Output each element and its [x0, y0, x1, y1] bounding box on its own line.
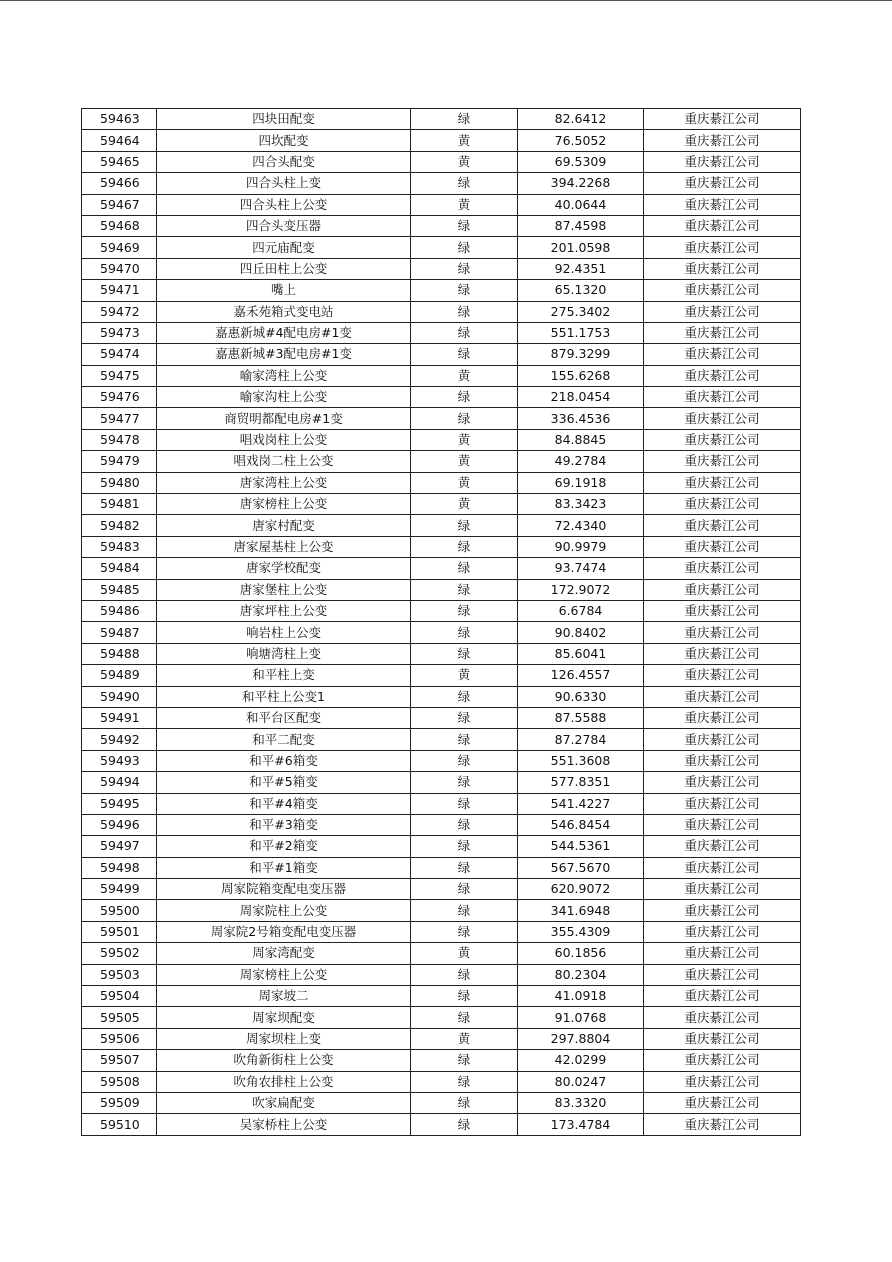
row-id-cell: 59473 [82, 322, 157, 343]
company-cell: 重庆綦江公司 [644, 1092, 801, 1113]
row-id-cell: 59491 [82, 707, 157, 728]
page-top-border [0, 0, 892, 1]
company-cell: 重庆綦江公司 [644, 215, 801, 236]
status-color-cell: 绿 [411, 750, 518, 771]
table-row [82, 814, 801, 835]
company-cell: 重庆綦江公司 [644, 173, 801, 194]
value-cell: 90.8402 [518, 622, 644, 643]
status-color-cell: 绿 [411, 600, 518, 621]
transformer-name-cell: 四块田配变 [157, 109, 411, 130]
status-color-cell: 绿 [411, 836, 518, 857]
status-color-cell: 绿 [411, 1007, 518, 1028]
transformer-name-cell: 四合头配变 [157, 151, 411, 172]
table-row [82, 943, 801, 964]
value-cell: 173.4784 [518, 1114, 644, 1135]
table-row [82, 1071, 801, 1092]
status-color-cell: 绿 [411, 109, 518, 130]
status-color-cell: 绿 [411, 686, 518, 707]
row-id-cell: 59507 [82, 1050, 157, 1071]
value-cell: 49.2784 [518, 451, 644, 472]
company-cell: 重庆綦江公司 [644, 1007, 801, 1028]
company-cell: 重庆綦江公司 [644, 258, 801, 279]
transformer-name-cell: 喻家湾柱上公变 [157, 365, 411, 386]
value-cell: 83.3423 [518, 494, 644, 515]
value-cell: 6.6784 [518, 600, 644, 621]
status-color-cell: 绿 [411, 986, 518, 1007]
company-cell: 重庆綦江公司 [644, 494, 801, 515]
transformer-name-cell: 唱戏岗柱上公变 [157, 429, 411, 450]
table-row [82, 130, 801, 151]
company-cell: 重庆綦江公司 [644, 622, 801, 643]
transformer-name-cell: 周家坡二 [157, 986, 411, 1007]
table-row [82, 707, 801, 728]
transformer-name-cell: 吹角农排柱上公变 [157, 1071, 411, 1092]
value-cell: 84.8845 [518, 429, 644, 450]
table-row [82, 387, 801, 408]
status-color-cell: 绿 [411, 408, 518, 429]
row-id-cell: 59493 [82, 750, 157, 771]
status-color-cell: 绿 [411, 301, 518, 322]
status-color-cell: 绿 [411, 964, 518, 985]
status-color-cell: 绿 [411, 900, 518, 921]
company-cell: 重庆綦江公司 [644, 151, 801, 172]
company-cell: 重庆綦江公司 [644, 109, 801, 130]
value-cell: 172.9072 [518, 579, 644, 600]
transformer-name-cell: 和平#3箱变 [157, 814, 411, 835]
value-cell: 355.4309 [518, 921, 644, 942]
transformer-name-cell: 唐家湾柱上公变 [157, 472, 411, 493]
transformer-name-cell: 和平#2箱变 [157, 836, 411, 857]
value-cell: 80.0247 [518, 1071, 644, 1092]
company-cell: 重庆綦江公司 [644, 515, 801, 536]
transformer-name-cell: 四合头柱上变 [157, 173, 411, 194]
table-row [82, 515, 801, 536]
transformer-name-cell: 四丘田柱上公变 [157, 258, 411, 279]
company-cell: 重庆綦江公司 [644, 686, 801, 707]
table-row [82, 365, 801, 386]
row-id-cell: 59472 [82, 301, 157, 322]
company-cell: 重庆綦江公司 [644, 750, 801, 771]
table-body [82, 109, 801, 1136]
transformer-name-cell: 商贸明都配电房#1变 [157, 408, 411, 429]
value-cell: 577.8351 [518, 772, 644, 793]
table-row [82, 451, 801, 472]
row-id-cell: 59500 [82, 900, 157, 921]
row-id-cell: 59502 [82, 943, 157, 964]
company-cell: 重庆綦江公司 [644, 365, 801, 386]
company-cell: 重庆綦江公司 [644, 130, 801, 151]
row-id-cell: 59470 [82, 258, 157, 279]
company-cell: 重庆綦江公司 [644, 879, 801, 900]
row-id-cell: 59474 [82, 344, 157, 365]
row-id-cell: 59471 [82, 280, 157, 301]
value-cell: 297.8804 [518, 1028, 644, 1049]
table-row [82, 600, 801, 621]
transformer-name-cell: 四合头变压器 [157, 215, 411, 236]
value-cell: 218.0454 [518, 387, 644, 408]
status-color-cell: 绿 [411, 643, 518, 664]
table-row [82, 194, 801, 215]
company-cell: 重庆綦江公司 [644, 1114, 801, 1135]
status-color-cell: 绿 [411, 173, 518, 194]
status-color-cell: 绿 [411, 879, 518, 900]
value-cell: 879.3299 [518, 344, 644, 365]
transformer-name-cell: 周家坝柱上变 [157, 1028, 411, 1049]
value-cell: 201.0598 [518, 237, 644, 258]
company-cell: 重庆綦江公司 [644, 301, 801, 322]
status-color-cell: 绿 [411, 515, 518, 536]
table-row [82, 1007, 801, 1028]
table-row [82, 986, 801, 1007]
transformer-name-cell: 响塘湾柱上变 [157, 643, 411, 664]
transformer-name-cell: 四元庙配变 [157, 237, 411, 258]
company-cell: 重庆綦江公司 [644, 793, 801, 814]
status-color-cell: 绿 [411, 622, 518, 643]
transformer-name-cell: 和平柱上公变1 [157, 686, 411, 707]
row-id-cell: 59497 [82, 836, 157, 857]
value-cell: 551.1753 [518, 322, 644, 343]
status-color-cell: 绿 [411, 1050, 518, 1071]
status-color-cell: 绿 [411, 1092, 518, 1113]
status-color-cell: 绿 [411, 729, 518, 750]
value-cell: 76.5052 [518, 130, 644, 151]
table-row [82, 494, 801, 515]
table-row [82, 322, 801, 343]
table-row [82, 921, 801, 942]
transformer-name-cell: 吹家扁配变 [157, 1092, 411, 1113]
status-color-cell: 黄 [411, 429, 518, 450]
transformer-name-cell: 唐家屋基柱上公变 [157, 536, 411, 557]
row-id-cell: 59480 [82, 472, 157, 493]
table-row [82, 857, 801, 878]
table-row [82, 237, 801, 258]
status-color-cell: 黄 [411, 494, 518, 515]
table-row [82, 772, 801, 793]
status-color-cell: 黄 [411, 943, 518, 964]
company-cell: 重庆綦江公司 [644, 194, 801, 215]
status-color-cell: 绿 [411, 280, 518, 301]
company-cell: 重庆綦江公司 [644, 344, 801, 365]
row-id-cell: 59490 [82, 686, 157, 707]
table-row [82, 579, 801, 600]
status-color-cell: 绿 [411, 772, 518, 793]
company-cell: 重庆綦江公司 [644, 836, 801, 857]
value-cell: 541.4227 [518, 793, 644, 814]
table-row [82, 964, 801, 985]
value-cell: 65.1320 [518, 280, 644, 301]
value-cell: 92.4351 [518, 258, 644, 279]
transformer-name-cell: 和平#1箱变 [157, 857, 411, 878]
value-cell: 87.4598 [518, 215, 644, 236]
transformer-name-cell: 唐家坪柱上公变 [157, 600, 411, 621]
transformer-name-cell: 周家坝配变 [157, 1007, 411, 1028]
transformer-name-cell: 喻家沟柱上公变 [157, 387, 411, 408]
table-row [82, 215, 801, 236]
status-color-cell: 黄 [411, 1028, 518, 1049]
value-cell: 93.7474 [518, 558, 644, 579]
value-cell: 72.4340 [518, 515, 644, 536]
company-cell: 重庆綦江公司 [644, 280, 801, 301]
row-id-cell: 59465 [82, 151, 157, 172]
company-cell: 重庆綦江公司 [644, 408, 801, 429]
status-color-cell: 黄 [411, 194, 518, 215]
row-id-cell: 59494 [82, 772, 157, 793]
status-color-cell: 绿 [411, 344, 518, 365]
value-cell: 91.0768 [518, 1007, 644, 1028]
transformer-name-cell: 吴家桥柱上公变 [157, 1114, 411, 1135]
table-row [82, 301, 801, 322]
table-row [82, 643, 801, 664]
company-cell: 重庆綦江公司 [644, 921, 801, 942]
status-color-cell: 黄 [411, 665, 518, 686]
row-id-cell: 59467 [82, 194, 157, 215]
row-id-cell: 59469 [82, 237, 157, 258]
row-id-cell: 59501 [82, 921, 157, 942]
row-id-cell: 59503 [82, 964, 157, 985]
status-color-cell: 绿 [411, 322, 518, 343]
table-row [82, 280, 801, 301]
table-row [82, 879, 801, 900]
company-cell: 重庆綦江公司 [644, 729, 801, 750]
row-id-cell: 59485 [82, 579, 157, 600]
status-color-cell: 绿 [411, 387, 518, 408]
status-color-cell: 黄 [411, 365, 518, 386]
value-cell: 126.4557 [518, 665, 644, 686]
row-id-cell: 59505 [82, 1007, 157, 1028]
company-cell: 重庆綦江公司 [644, 558, 801, 579]
company-cell: 重庆綦江公司 [644, 322, 801, 343]
table-row [82, 622, 801, 643]
value-cell: 85.6041 [518, 643, 644, 664]
company-cell: 重庆綦江公司 [644, 387, 801, 408]
company-cell: 重庆綦江公司 [644, 814, 801, 835]
company-cell: 重庆綦江公司 [644, 665, 801, 686]
transformer-name-cell: 唐家堡柱上公变 [157, 579, 411, 600]
table-row [82, 429, 801, 450]
company-cell: 重庆綦江公司 [644, 964, 801, 985]
value-cell: 40.0644 [518, 194, 644, 215]
row-id-cell: 59487 [82, 622, 157, 643]
value-cell: 341.6948 [518, 900, 644, 921]
value-cell: 551.3608 [518, 750, 644, 771]
row-id-cell: 59492 [82, 729, 157, 750]
status-color-cell: 绿 [411, 857, 518, 878]
value-cell: 275.3402 [518, 301, 644, 322]
row-id-cell: 59510 [82, 1114, 157, 1135]
company-cell: 重庆綦江公司 [644, 472, 801, 493]
company-cell: 重庆綦江公司 [644, 451, 801, 472]
transformer-name-cell: 嘉禾苑箱式变电站 [157, 301, 411, 322]
value-cell: 155.6268 [518, 365, 644, 386]
table-row [82, 686, 801, 707]
status-color-cell: 绿 [411, 921, 518, 942]
table-row [82, 836, 801, 857]
row-id-cell: 59481 [82, 494, 157, 515]
value-cell: 41.0918 [518, 986, 644, 1007]
company-cell: 重庆綦江公司 [644, 707, 801, 728]
status-color-cell: 绿 [411, 215, 518, 236]
transformer-name-cell: 和平#4箱变 [157, 793, 411, 814]
row-id-cell: 59508 [82, 1071, 157, 1092]
table-row [82, 1050, 801, 1071]
transformer-name-cell: 和平二配变 [157, 729, 411, 750]
transformer-name-cell: 唐家村配变 [157, 515, 411, 536]
table-row [82, 1114, 801, 1135]
row-id-cell: 59509 [82, 1092, 157, 1113]
transformer-name-cell: 周家院柱上公变 [157, 900, 411, 921]
table-row [82, 1028, 801, 1049]
table-row [82, 900, 801, 921]
status-color-cell: 黄 [411, 130, 518, 151]
table-row [82, 665, 801, 686]
value-cell: 620.9072 [518, 879, 644, 900]
transformer-name-cell: 唱戏岗二柱上公变 [157, 451, 411, 472]
row-id-cell: 59484 [82, 558, 157, 579]
transformer-name-cell: 四合头柱上公变 [157, 194, 411, 215]
row-id-cell: 59477 [82, 408, 157, 429]
transformer-name-cell: 周家榜柱上公变 [157, 964, 411, 985]
transformer-name-cell: 周家院箱变配电变压器 [157, 879, 411, 900]
company-cell: 重庆綦江公司 [644, 900, 801, 921]
value-cell: 336.4536 [518, 408, 644, 429]
row-id-cell: 59464 [82, 130, 157, 151]
company-cell: 重庆綦江公司 [644, 943, 801, 964]
row-id-cell: 59504 [82, 986, 157, 1007]
transformer-name-cell: 和平#6箱变 [157, 750, 411, 771]
transformer-name-cell: 和平柱上变 [157, 665, 411, 686]
table-row [82, 344, 801, 365]
status-color-cell: 绿 [411, 707, 518, 728]
row-id-cell: 59488 [82, 643, 157, 664]
transformer-name-cell: 和平#5箱变 [157, 772, 411, 793]
row-id-cell: 59463 [82, 109, 157, 130]
value-cell: 69.5309 [518, 151, 644, 172]
transformer-name-cell: 四坎配变 [157, 130, 411, 151]
company-cell: 重庆綦江公司 [644, 986, 801, 1007]
transformer-name-cell: 唐家学校配变 [157, 558, 411, 579]
status-color-cell: 黄 [411, 472, 518, 493]
company-cell: 重庆綦江公司 [644, 772, 801, 793]
row-id-cell: 59479 [82, 451, 157, 472]
table-row [82, 558, 801, 579]
row-id-cell: 59483 [82, 536, 157, 557]
transformer-name-cell: 嘉惠新城#3配电房#1变 [157, 344, 411, 365]
value-cell: 546.8454 [518, 814, 644, 835]
value-cell: 567.5670 [518, 857, 644, 878]
row-id-cell: 59466 [82, 173, 157, 194]
table-row [82, 109, 801, 130]
table-row [82, 750, 801, 771]
row-id-cell: 59496 [82, 814, 157, 835]
table-row [82, 536, 801, 557]
status-color-cell: 绿 [411, 1114, 518, 1135]
company-cell: 重庆綦江公司 [644, 536, 801, 557]
row-id-cell: 59475 [82, 365, 157, 386]
status-color-cell: 绿 [411, 558, 518, 579]
value-cell: 87.5588 [518, 707, 644, 728]
row-id-cell: 59482 [82, 515, 157, 536]
table-row [82, 1092, 801, 1113]
row-id-cell: 59498 [82, 857, 157, 878]
value-cell: 544.5361 [518, 836, 644, 857]
transformer-name-cell: 嘉惠新城#4配电房#1变 [157, 322, 411, 343]
transformer-name-cell: 响岩柱上公变 [157, 622, 411, 643]
status-color-cell: 黄 [411, 151, 518, 172]
transformer-name-cell: 嘴上 [157, 280, 411, 301]
company-cell: 重庆綦江公司 [644, 857, 801, 878]
status-color-cell: 黄 [411, 451, 518, 472]
row-id-cell: 59495 [82, 793, 157, 814]
row-id-cell: 59499 [82, 879, 157, 900]
company-cell: 重庆綦江公司 [644, 1071, 801, 1092]
row-id-cell: 59468 [82, 215, 157, 236]
company-cell: 重庆綦江公司 [644, 643, 801, 664]
status-color-cell: 绿 [411, 258, 518, 279]
transformer-name-cell: 和平台区配变 [157, 707, 411, 728]
value-cell: 90.9979 [518, 536, 644, 557]
row-id-cell: 59478 [82, 429, 157, 450]
transformer-name-cell: 吹角新街柱上公变 [157, 1050, 411, 1071]
value-cell: 69.1918 [518, 472, 644, 493]
table-row [82, 173, 801, 194]
status-color-cell: 绿 [411, 793, 518, 814]
company-cell: 重庆綦江公司 [644, 237, 801, 258]
value-cell: 87.2784 [518, 729, 644, 750]
value-cell: 90.6330 [518, 686, 644, 707]
row-id-cell: 59486 [82, 600, 157, 621]
value-cell: 80.2304 [518, 964, 644, 985]
row-id-cell: 59476 [82, 387, 157, 408]
table-row [82, 472, 801, 493]
transformer-table [81, 108, 801, 1136]
company-cell: 重庆綦江公司 [644, 1050, 801, 1071]
status-color-cell: 绿 [411, 237, 518, 258]
table-row [82, 793, 801, 814]
value-cell: 394.2268 [518, 173, 644, 194]
company-cell: 重庆綦江公司 [644, 579, 801, 600]
transformer-name-cell: 周家湾配变 [157, 943, 411, 964]
status-color-cell: 绿 [411, 1071, 518, 1092]
row-id-cell: 59489 [82, 665, 157, 686]
table-row [82, 258, 801, 279]
value-cell: 60.1856 [518, 943, 644, 964]
row-id-cell: 59506 [82, 1028, 157, 1049]
status-color-cell: 绿 [411, 536, 518, 557]
company-cell: 重庆綦江公司 [644, 600, 801, 621]
transformer-name-cell: 唐家榜柱上公变 [157, 494, 411, 515]
company-cell: 重庆綦江公司 [644, 1028, 801, 1049]
transformer-name-cell: 周家院2号箱变配电变压器 [157, 921, 411, 942]
value-cell: 82.6412 [518, 109, 644, 130]
value-cell: 42.0299 [518, 1050, 644, 1071]
table-row [82, 151, 801, 172]
table-row [82, 729, 801, 750]
company-cell: 重庆綦江公司 [644, 429, 801, 450]
status-color-cell: 绿 [411, 814, 518, 835]
table-row [82, 408, 801, 429]
status-color-cell: 绿 [411, 579, 518, 600]
value-cell: 83.3320 [518, 1092, 644, 1113]
